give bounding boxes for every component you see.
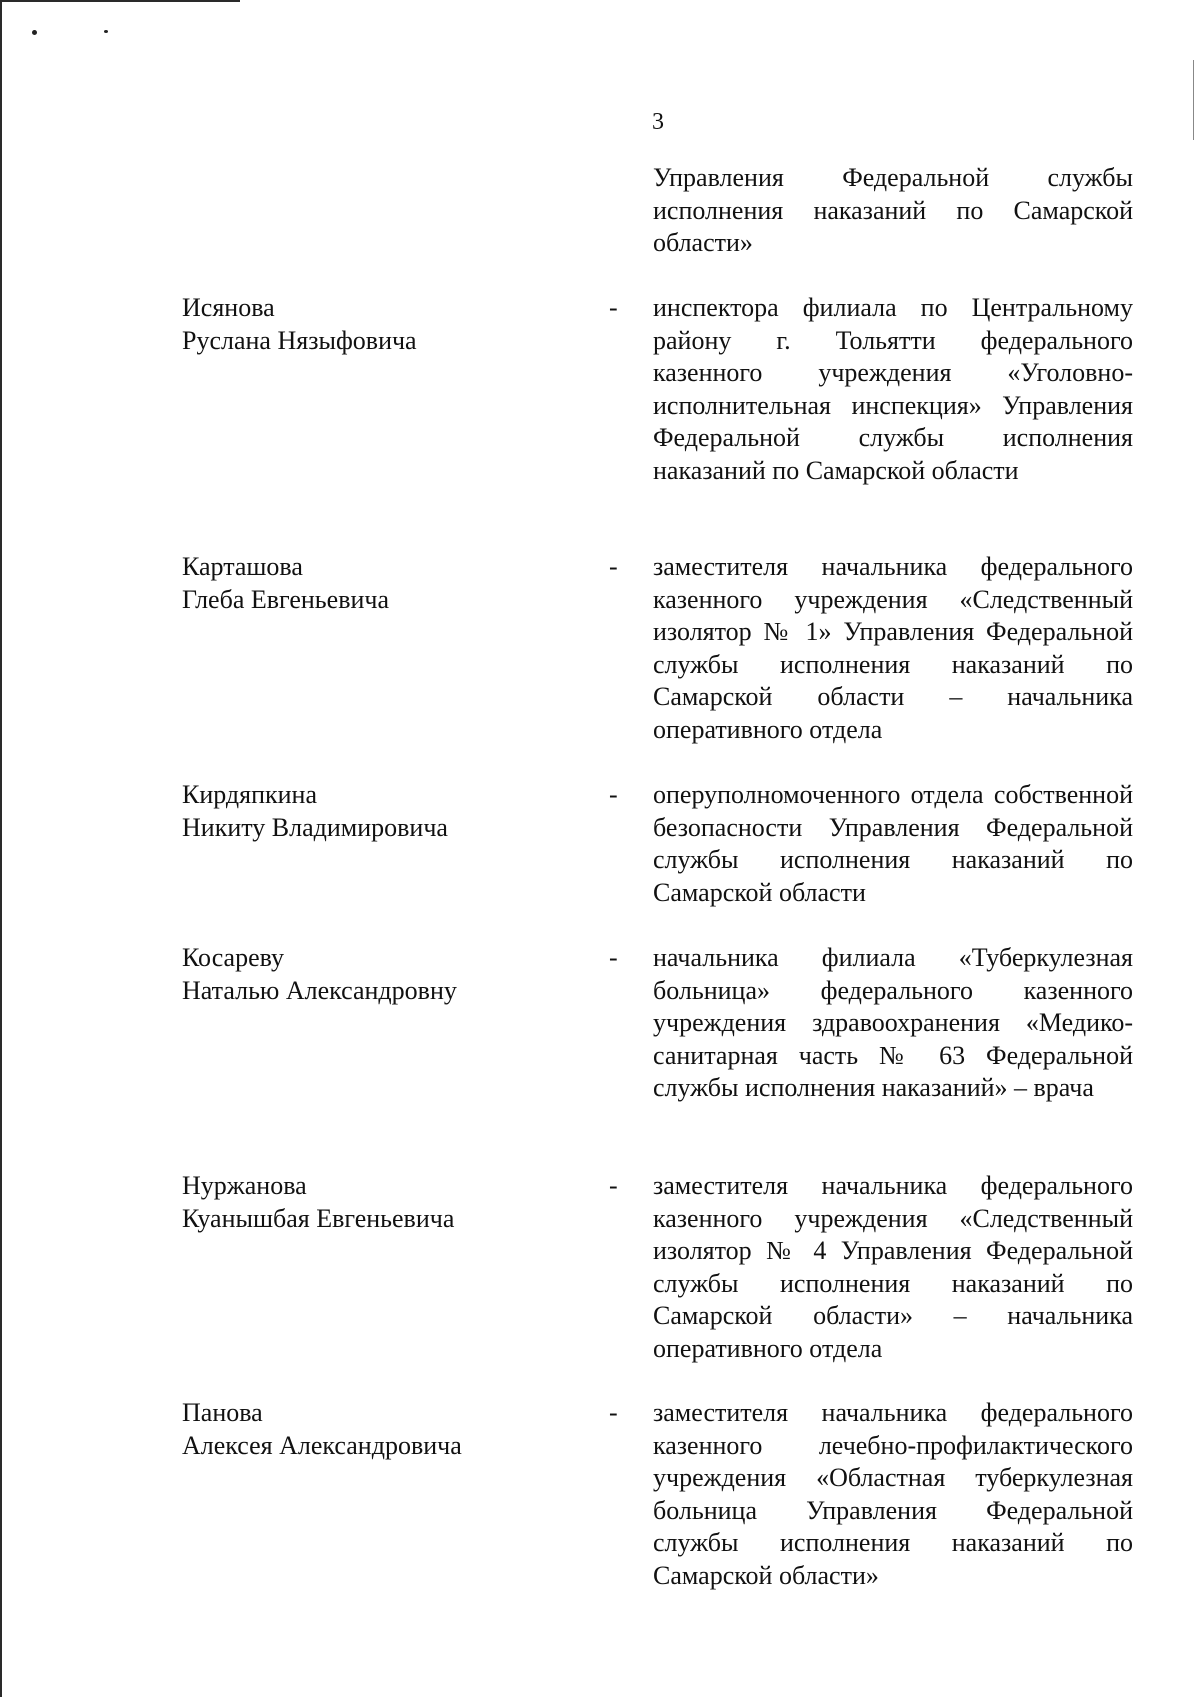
person-given-names: Никиту Владимировича [182, 812, 448, 842]
person-surname: Кирдяпкина [182, 780, 318, 809]
scan-edge-right [1193, 60, 1194, 140]
person-name [182, 292, 562, 357]
person-surname: Исянова [182, 293, 275, 322]
person-position: заместителя начальника федерального казенного учреждения «Следственный изолятор № 4 Управления Федеральной службы исполнения наказаний по Самарской области» – начальника оперативного отдела [653, 1171, 1133, 1363]
entry-dash: - [609, 552, 618, 581]
entry-dash: - [609, 1171, 618, 1200]
scan-edge-left [0, 0, 2, 1697]
entry-dash: - [609, 943, 618, 972]
continuation-text: Управления Федеральной службы исполнения наказаний по Самарской области» [653, 163, 1133, 257]
person-position: инспектора филиала по Центральному району г. Тольятти федерального казенного учреждения «Уголовно-исполнительная инспекция» Управления Федеральной службы исполнения наказаний по Самарской области [653, 293, 1133, 485]
person-position: заместителя начальника федерального казенного учреждения «Следственный изолятор № 1» Управления Федеральной службы исполнения наказаний по Самарской области – начальника оперативного отдела [653, 552, 1133, 744]
person-given-names: Руслана Нязыфовича [182, 325, 417, 355]
person-name [182, 942, 562, 1007]
person-given-names: Алексея Александровича [182, 1430, 462, 1460]
person-given-names: Глеба Евгеньевича [182, 584, 389, 614]
person-surname: Косареву [182, 943, 285, 972]
person-given-names: Наталью Александровну [182, 975, 457, 1005]
person-name [182, 1170, 562, 1235]
person-name [182, 779, 562, 844]
person-name [182, 551, 562, 616]
person-position: начальника филиала «Туберкулезная больница» федерального казенного учреждения здравоохранения «Медико-санитарная часть № 63 Федеральной службы исполнения наказаний» – врача [653, 943, 1133, 1102]
scan-speck [104, 30, 108, 33]
person-surname: Нуржанова [182, 1171, 307, 1200]
person-name [182, 1397, 562, 1462]
person-position: заместителя начальника федерального казенного лечебно-профилактического учреждения «Областная туберкулезная больница Управления Федеральной службы исполнения наказаний по Самарской области» [653, 1398, 1133, 1590]
entry-dash: - [609, 780, 618, 809]
person-surname: Карташова [182, 552, 303, 581]
page-number: 3 [652, 109, 664, 135]
entry-dash: - [609, 293, 618, 322]
person-surname: Панова [182, 1398, 263, 1427]
person-position: оперуполномоченного отдела собственной безопасности Управления Федеральной службы исполнения наказаний по Самарской области [653, 780, 1133, 907]
scan-speck [32, 30, 37, 35]
person-given-names: Куанышбая Евгеньевича [182, 1203, 455, 1233]
entry-dash: - [609, 1398, 618, 1427]
scan-edge-top [0, 0, 240, 2]
